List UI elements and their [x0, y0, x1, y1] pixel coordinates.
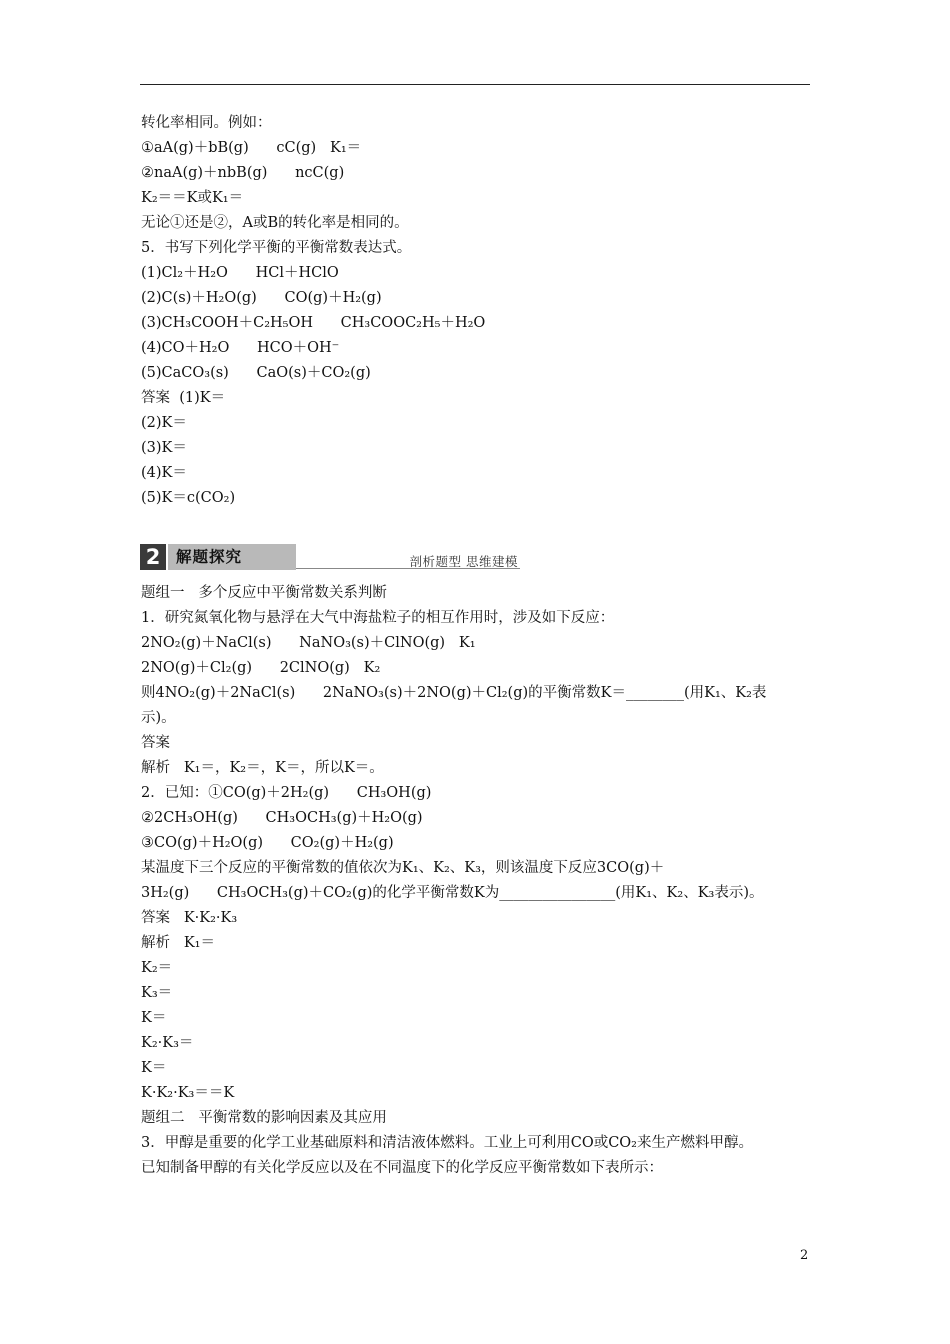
text-line: (4)CO＋H₂O HCO＋OH⁻ — [141, 340, 340, 356]
text-line: ②naA(g)＋nbB(g) ncC(g) — [141, 165, 345, 181]
text-line: K＝ — [141, 1010, 167, 1026]
header-rule — [140, 84, 810, 85]
text-line: (2)K＝ — [141, 415, 187, 431]
section-subtitle: 剖析题型 思维建模 — [409, 554, 518, 569]
section-number: 2 — [140, 544, 166, 570]
section-title: 解题探究 — [168, 544, 296, 570]
text-line: K₂＝ — [141, 960, 173, 976]
page-number: 2 — [800, 1248, 809, 1263]
text-line: (4)K＝ — [141, 465, 187, 481]
text-line: 2NO(g)＋Cl₂(g) 2ClNO(g) K₂ — [141, 660, 381, 676]
text-line: 2．已知：①CO(g)＋2H₂(g) CH₃OH(g) — [141, 785, 432, 801]
text-line: K₃＝ — [141, 985, 173, 1001]
text-line: 5．书写下列化学平衡的平衡常数表达式。 — [141, 240, 412, 256]
text-line: 题组一 多个反应中平衡常数关系判断 — [141, 585, 387, 601]
text-line: ②2CH₃OH(g) CH₃OCH₃(g)＋H₂O(g) — [141, 810, 423, 826]
text-line: (3)K＝ — [141, 440, 187, 456]
text-line: 无论①还是②，A或B的转化率是相同的。 — [141, 215, 409, 231]
text-line: (2)C(s)＋H₂O(g) CO(g)＋H₂(g) — [141, 290, 382, 306]
text-line: K₂·K₃＝ — [141, 1035, 194, 1051]
text-line: 3．甲醇是重要的化学工业基础原料和清洁液体燃料。工业上可利用CO或CO₂来生产燃料甲醇。 — [141, 1135, 753, 1151]
section-banner — [140, 544, 520, 570]
text-line: 3H₂(g) CH₃OCH₃(g)＋CO₂(g)的化学平衡常数K为________________(用K₁、K₂、K₃表示)。 — [141, 885, 764, 901]
text-line: 转化率相同。例如： — [141, 115, 272, 131]
text-line: (3)CH₃COOH＋C₂H₅OH CH₃COOC₂H₅＋H₂O — [141, 315, 486, 331]
text-line: 解析 K₁＝，K₂＝，K＝，所以K＝。 — [141, 760, 384, 776]
text-line: (1)Cl₂＋H₂O HCl＋HClO — [141, 265, 339, 281]
text-line: ①aA(g)＋bB(g) cC(g) K₁＝ — [141, 140, 362, 156]
text-line: 2NO₂(g)＋NaCl(s) NaNO₃(s)＋ClNO(g) K₁ — [141, 635, 476, 651]
text-line: K＝ — [141, 1060, 167, 1076]
text-line: 某温度下三个反应的平衡常数的值依次为K₁、K₂、K₃，则该温度下反应3CO(g)＋ — [141, 860, 665, 876]
text-line: 示)。 — [141, 710, 176, 726]
text-line: 答案 K·K₂·K₃ — [141, 910, 238, 926]
text-line: (5)CaCO₃(s) CaO(s)＋CO₂(g) — [141, 365, 371, 381]
text-line: K₂＝＝K或K₁＝ — [141, 190, 244, 206]
text-line: 则4NO₂(g)＋2NaCl(s) 2NaNO₃(s)＋2NO(g)＋Cl₂(g)的平衡常数K＝________(用K₁、K₂表 — [141, 685, 767, 701]
text-line: 解析 K₁＝ — [141, 935, 215, 951]
text-line: 已知制备甲醇的有关化学反应以及在不同温度下的化学反应平衡常数如下表所示： — [141, 1160, 663, 1176]
text-line: 题组二 平衡常数的影响因素及其应用 — [141, 1110, 387, 1126]
text-line: 1．研究氮氧化物与悬浮在大气中海盐粒子的相互作用时，涉及如下反应： — [141, 610, 615, 626]
text-line: K·K₂·K₃＝＝K — [141, 1085, 235, 1101]
text-line: (5)K＝c(CO₂) — [141, 490, 236, 506]
text-line: 答案 (1)K＝ — [141, 390, 226, 406]
text-line: 答案 — [141, 735, 170, 751]
text-line: ③CO(g)＋H₂O(g) CO₂(g)＋H₂(g) — [141, 835, 394, 851]
